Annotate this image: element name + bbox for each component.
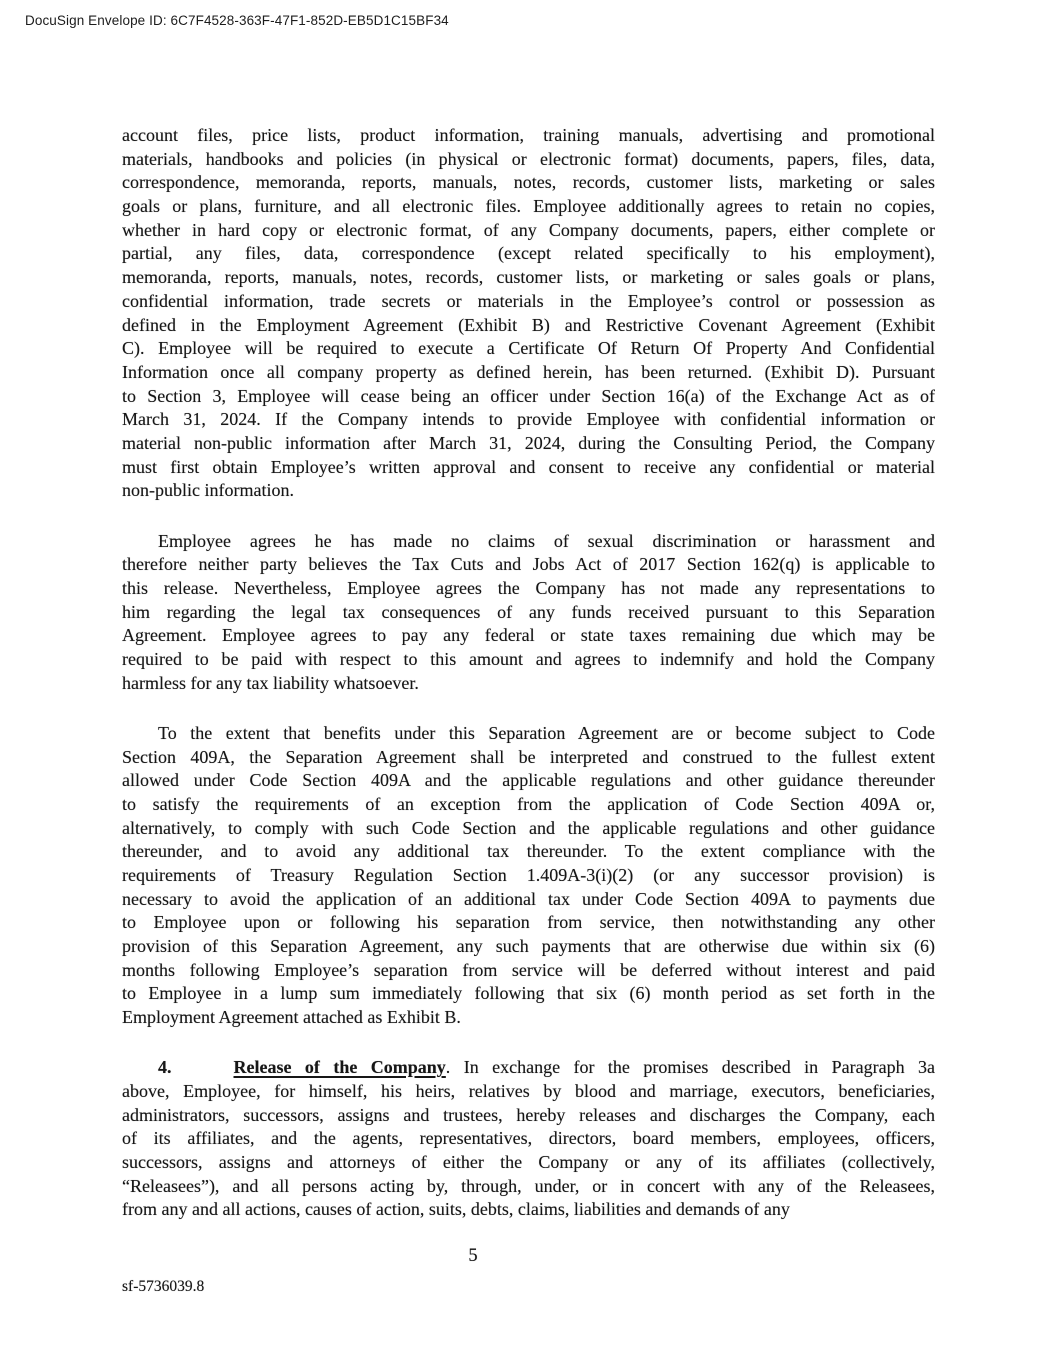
body-column	[122, 124, 935, 1222]
text-line: months following Employee’s separation from service will be deferred without interest and paid	[122, 959, 935, 980]
text-line: C). Employee will be required to execute a Certificate Of Return Of Property And Confidential	[122, 338, 935, 359]
text-line: thereunder, and to avoid any additional tax thereunder. To the extent compliance with the	[122, 841, 935, 862]
text-line: correspondence, memoranda, reports, manuals, notes, records, customer lists, marketing or sales	[122, 172, 935, 193]
text-line: provision of this Separation Agreement, any such payments that are otherwise due within six (6)	[122, 936, 935, 956]
document-reference: sf-5736039.8	[122, 1278, 205, 1295]
text-line: to Employee in a lump sum immediately following that six (6) month period as set forth in the	[122, 983, 935, 1004]
text-line: from any and all actions, causes of action, suits, debts, claims, liabilities and demands of any	[122, 1199, 790, 1220]
text-line: to satisfy the requirements of an exception from the application of Code Section 409A or,	[122, 793, 935, 814]
text-line: above, Employee, for himself, his heirs, relatives by blood and marriage, executors, beneficiaries,	[122, 1080, 935, 1101]
docusign-envelope-id: DocuSign Envelope ID: 6C7F4528-363F-47F1-852D-EB5D1C15BF34	[25, 13, 449, 28]
page-number: 5	[468, 1246, 478, 1266]
paragraph	[122, 124, 935, 503]
text-line: allowed under Code Section 409A and the applicable regulations and other guidance thereunder	[122, 770, 935, 791]
text-line: To the extent that benefits under this Separation Agreement are or become subject to Code	[158, 722, 935, 743]
text-line: required to be paid with respect to this amount and agrees to indemnify and hold the Company	[122, 648, 935, 669]
text-line: confidential information, trade secrets or materials in the Employee’s control or possession as	[122, 290, 935, 311]
text-line: memoranda, reports, manuals, notes, records, customer lists, or marketing or sales goals or plans,	[122, 267, 935, 288]
text-line: defined in the Employment Agreement (Exhibit B) and Restrictive Covenant Agreement (Exhibit	[122, 314, 935, 335]
text-line: account files, price lists, product information, training manuals, advertising and promotional	[122, 125, 935, 145]
text-line: harmless for any tax liability whatsoever.	[122, 672, 419, 693]
paragraph	[122, 1056, 935, 1222]
text-line: materials, handbooks and policies (in physical or electronic format) documents, papers, files, data,	[122, 148, 935, 169]
text-line: Information once all company property as defined herein, has been returned. (Exhibit D). Pursuant	[122, 361, 935, 382]
section-title: Release of the Company	[233, 1057, 446, 1078]
section-number: 4.	[158, 1057, 172, 1078]
text-line: Employee agrees he has made no claims of sexual discrimination or harassment and	[158, 530, 935, 551]
text-line: successors, assigns and attorneys of either the Company or any of its affiliates (collectively,	[122, 1152, 935, 1172]
text-line: to Employee upon or following his separation from service, then notwithstanding any other	[122, 912, 935, 933]
paragraph	[122, 530, 935, 696]
text-line: therefore neither party believes the Tax Cuts and Jobs Act of 2017 Section 162(q) is applicable to	[122, 554, 935, 575]
text-line: non-public information.	[122, 480, 294, 501]
text-line: whether in hard copy or electronic format, of any Company documents, papers, either complete or	[122, 219, 935, 240]
text-line: must first obtain Employee’s written approval and consent to receive any confidential or material	[122, 456, 935, 477]
text-line: goals or plans, furniture, and all electronic files. Employee additionally agrees to retain no copies,	[122, 196, 935, 217]
section-heading-line: 4. Release of the Company. In exchange for the promises described in Paragraph 3a	[158, 1057, 935, 1078]
text-line: him regarding the legal tax consequences of any funds received pursuant to this Separation	[122, 601, 935, 622]
text-line: requirements of Treasury Regulation Section 1.409A-3(i)(2) (or any successor provision) is	[122, 864, 935, 885]
text-line: “Releasees”), and all persons acting by, through, under, or in concert with any of the Releasees,	[122, 1175, 935, 1196]
text-line: to Section 3, Employee will cease being an officer under Section 16(a) of the Exchange Act as of	[122, 385, 935, 406]
text-line: this release. Nevertheless, Employee agrees the Company has not made any representations to	[122, 577, 935, 598]
text-line: March 31, 2024. If the Company intends to provide Employee with confidential information or	[122, 409, 935, 430]
text-line: Employment Agreement attached as Exhibit B.	[122, 1007, 461, 1028]
text-line: partial, any files, data, correspondence (except related specifically to his employment),	[122, 243, 935, 264]
text-line: alternatively, to comply with such Code Section and the applicable regulations and other guidance	[122, 817, 935, 838]
text-line: administrators, successors, assigns and trustees, hereby releases and discharges the Company, each	[122, 1104, 935, 1125]
paragraph	[122, 722, 935, 1030]
text-line: material non-public information after March 31, 2024, during the Consulting Period, the Company	[122, 432, 935, 453]
text-line: necessary to avoid the application of an additional tax under Code Section 409A to payments due	[122, 888, 935, 909]
text-line: Section 409A, the Separation Agreement shall be interpreted and construed to the fullest extent	[122, 746, 935, 767]
text-line: Agreement. Employee agrees to pay any federal or state taxes remaining due which may be	[122, 625, 935, 646]
text-line: of its affiliates, and the agents, representatives, directors, board members, employees, officers,	[122, 1128, 935, 1149]
